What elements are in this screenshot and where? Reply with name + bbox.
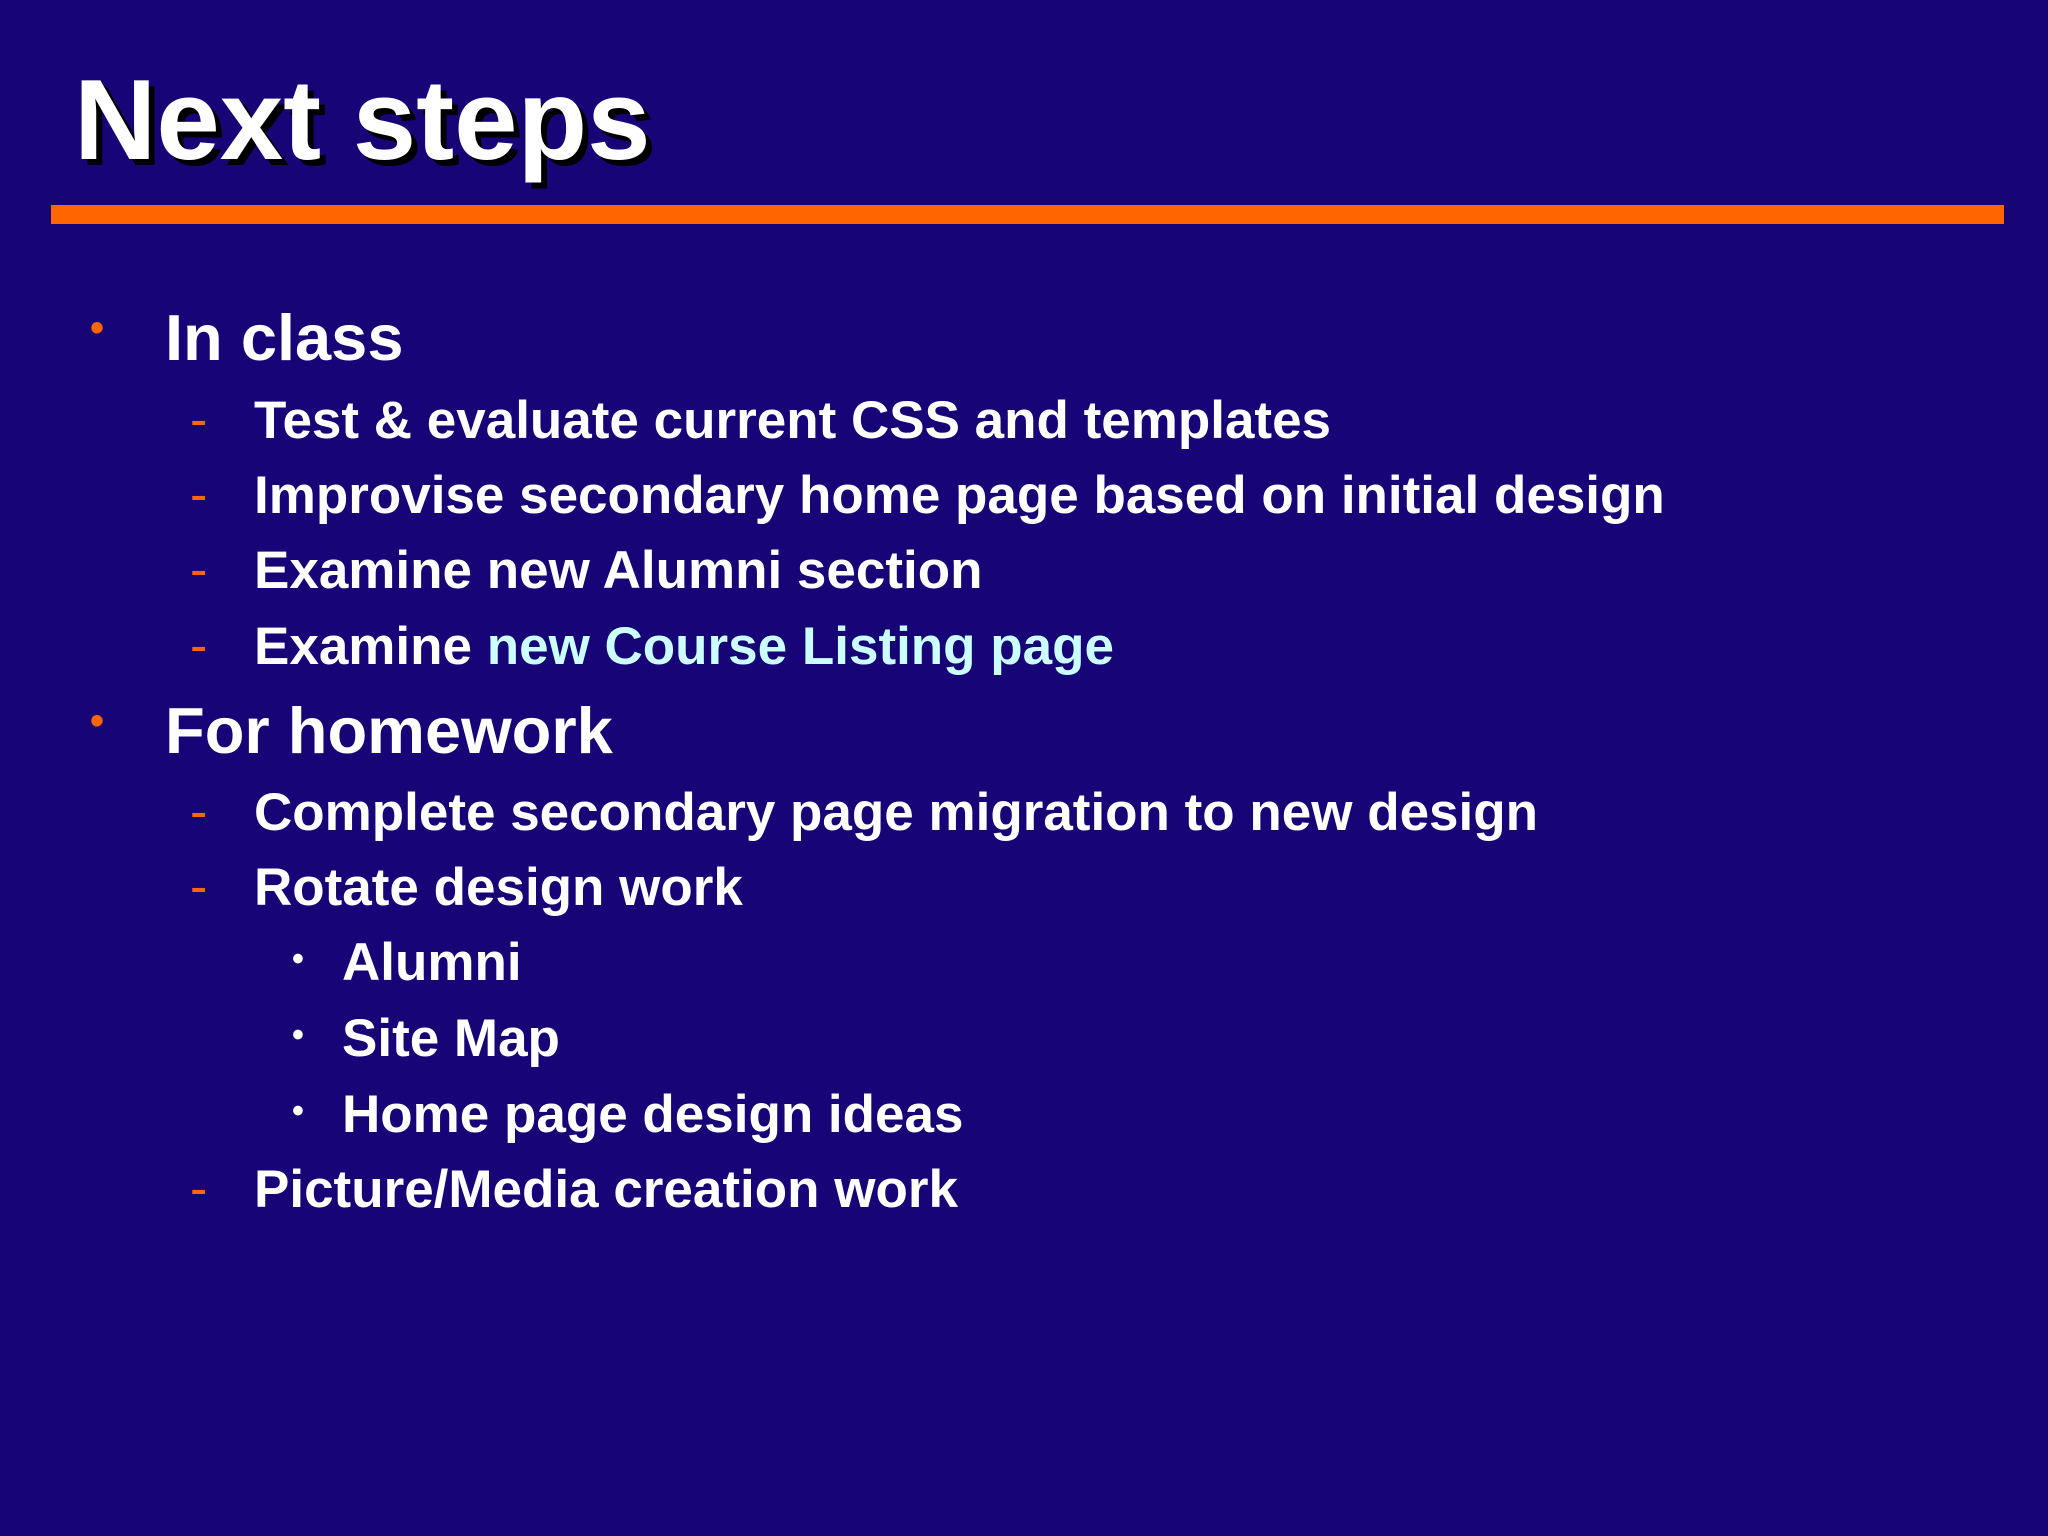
list-item-text: Complete secondary page migration to new design — [254, 783, 1539, 842]
course-listing-link[interactable]: new Course Listing page — [486, 617, 1114, 676]
dash-icon: - — [190, 617, 208, 675]
bullet-icon: • — [90, 699, 105, 743]
bullet-icon: • — [292, 1016, 304, 1054]
dash-icon: - — [190, 858, 208, 916]
section-heading-label: For homework — [165, 694, 613, 767]
list-item-text: Rotate design work — [254, 858, 743, 917]
dash-icon: - — [190, 541, 208, 599]
dash-icon: - — [190, 466, 208, 524]
list-item-text: Examine new Alumni section — [254, 541, 983, 600]
title-divider — [51, 205, 2004, 224]
bullet-icon: • — [90, 306, 105, 350]
sub-list-item-text: Site Map — [342, 1009, 560, 1068]
sub-list-item-text: Home page design ideas — [342, 1085, 964, 1144]
list-item-prefix: Examine — [254, 617, 487, 676]
list-item-text: Improvise secondary home page based on initial design — [254, 466, 1665, 525]
list-item-text: Picture/Media creation work — [254, 1160, 958, 1219]
dash-icon: - — [190, 391, 208, 449]
dash-icon: - — [190, 783, 208, 841]
slide-title: Next steps — [74, 57, 651, 184]
dash-icon: - — [190, 1160, 208, 1218]
list-item-text — [254, 616, 1114, 677]
bullet-icon: • — [292, 1092, 304, 1130]
bullet-icon: • — [292, 940, 304, 978]
sub-list-item-text: Alumni — [342, 933, 522, 992]
section-heading-label: In class — [165, 301, 404, 374]
list-item-text: Test & evaluate current CSS and templates — [254, 391, 1332, 450]
